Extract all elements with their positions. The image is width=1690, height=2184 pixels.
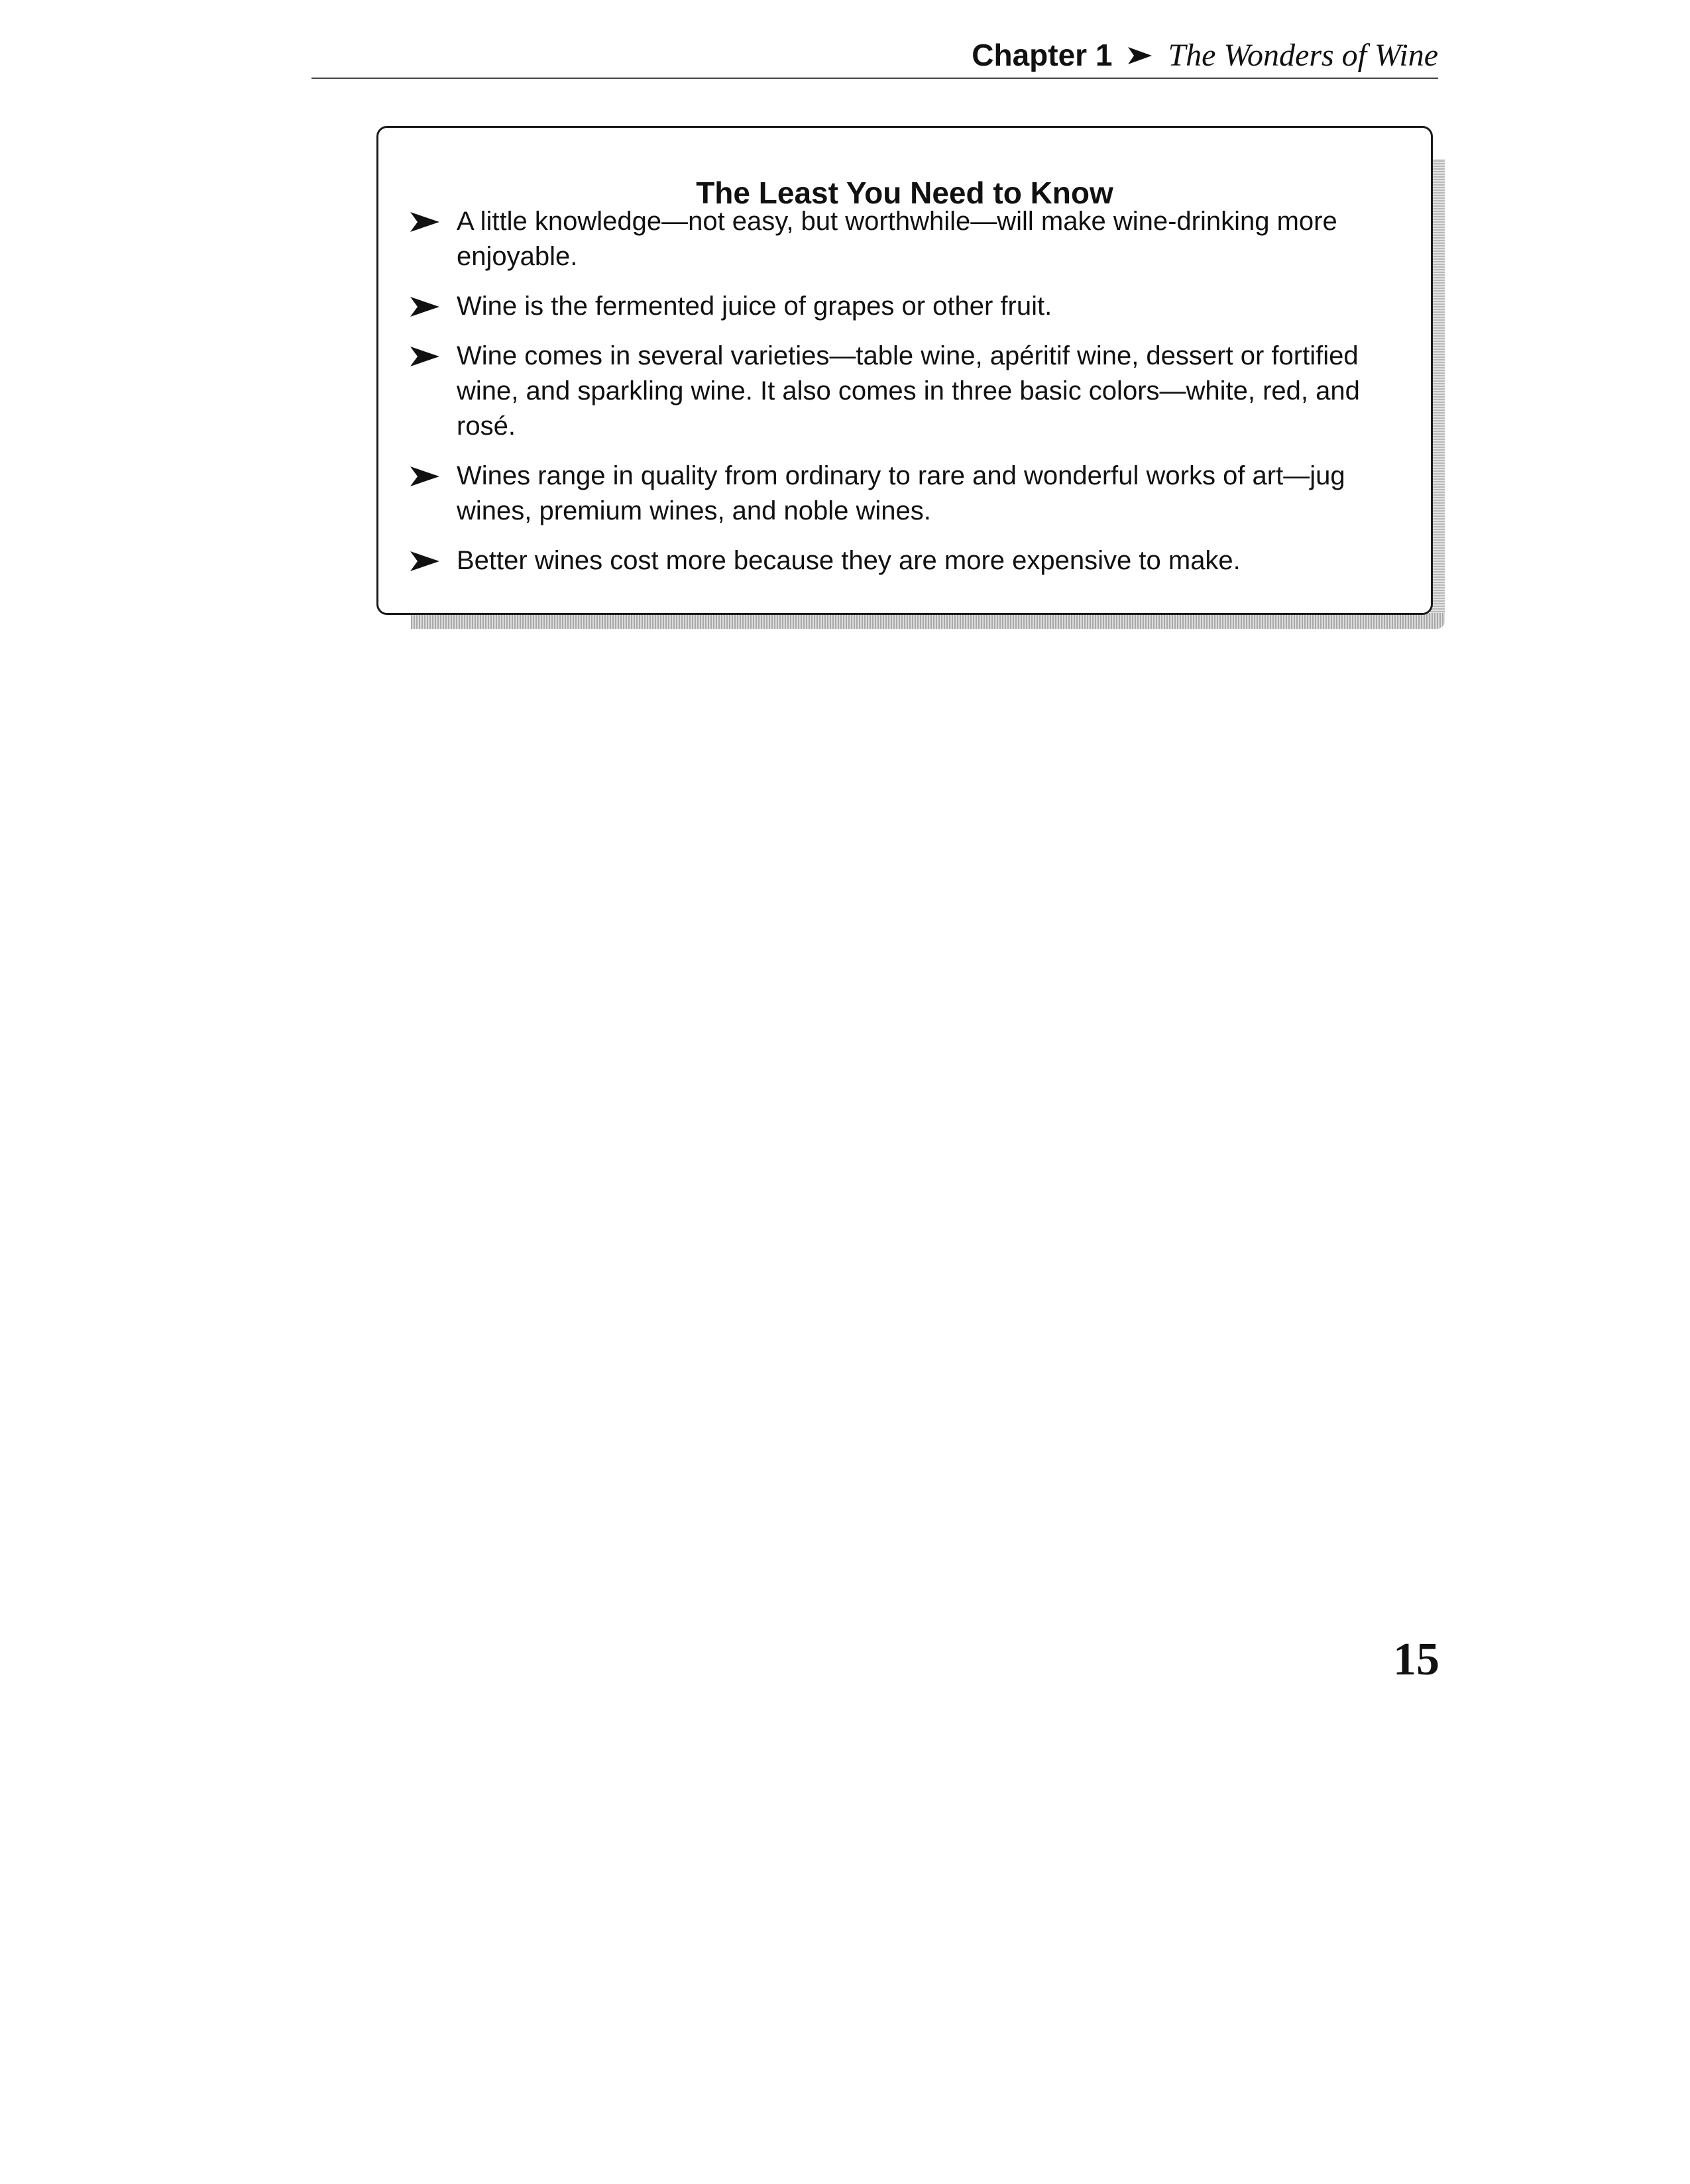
summary-bullet-text: A little knowledge—not easy, but worthwhile—will make wine-drinking more enjoyable. [457, 207, 1337, 271]
summary-bullet-item [410, 204, 1418, 274]
summary-bullet-item [410, 339, 1418, 444]
summary-bullet-text: Wine is the fermented juice of grapes or other fruit. [457, 292, 1052, 321]
summary-bullet-list [410, 204, 1418, 593]
arrowhead-bullet-icon [410, 212, 439, 232]
chapter-label: Chapter 1 [972, 38, 1113, 72]
header-rule [311, 78, 1438, 79]
arrowhead-bullet-icon [410, 297, 439, 317]
arrowhead-bullet-icon [410, 466, 439, 486]
page-number: 15 [1393, 1634, 1439, 1685]
summary-bullet-item [410, 543, 1418, 578]
summary-bullet-item [410, 289, 1418, 324]
box-shadow-bottom [411, 613, 1445, 629]
arrowhead-bullet-icon [410, 347, 439, 366]
running-head [311, 32, 1438, 78]
summary-bullet-text: Wines range in quality from ordinary to rare and wonderful works of art—jug wines, premium wines, and noble wines. [457, 461, 1345, 525]
summary-box-title: The Least You Need to Know [696, 176, 1113, 211]
summary-bullet-text: Wine comes in several varieties—table wine, apéritif wine, dessert or fortified wine, and sparkling wine. It also comes in three basic colors—white, red, and rosé. [457, 341, 1360, 441]
arrowhead-bullet-icon [410, 551, 439, 571]
arrowhead-icon [1128, 47, 1152, 64]
summary-bullet-item [410, 459, 1418, 529]
chapter-title: The Wonders of Wine [1168, 38, 1438, 73]
summary-box [376, 126, 1433, 615]
summary-bullet-text: Better wines cost more because they are more expensive to make. [457, 546, 1241, 575]
